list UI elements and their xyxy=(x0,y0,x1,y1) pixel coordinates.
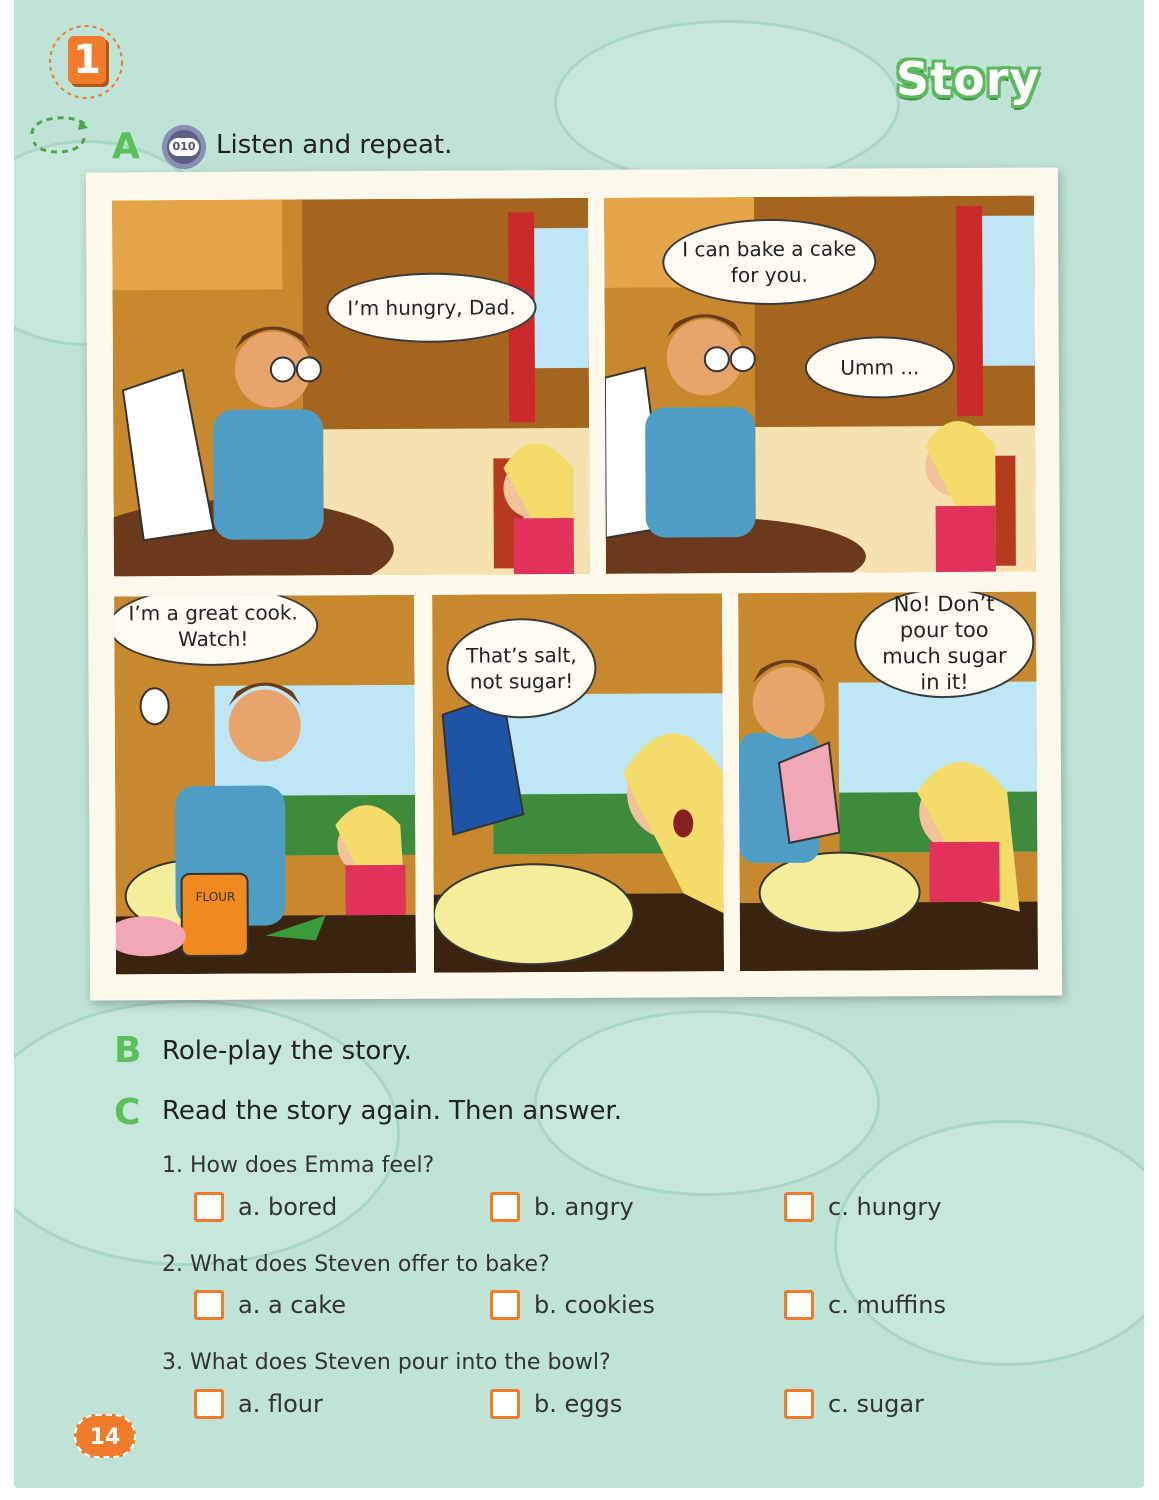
answer-option[interactable] xyxy=(490,1192,634,1222)
speech-bubble xyxy=(854,592,1035,699)
answer-option[interactable] xyxy=(194,1192,337,1222)
speech-text: I can bake a cake for you. xyxy=(682,236,857,288)
speech-text: That’s salt, not sugar! xyxy=(466,642,577,694)
audio-track-icon[interactable] xyxy=(162,125,206,169)
section-b-instruction: Role-play the story. xyxy=(162,1036,412,1066)
speech-text: I’m a great cook. Watch! xyxy=(128,600,298,652)
loop-arrow-icon xyxy=(24,106,104,160)
speech-text: Umm ... xyxy=(840,355,920,380)
unit-number: 1 xyxy=(68,36,106,84)
question-3: 3. What does Steven pour into the bowl? xyxy=(162,1350,611,1375)
answer-checkbox[interactable] xyxy=(490,1192,520,1222)
speech-text: I’m hungry, Dad. xyxy=(347,295,516,321)
section-c-instruction: Read the story again. Then answer. xyxy=(162,1096,623,1126)
answer-label: a. bored xyxy=(238,1193,338,1221)
answer-label: c. sugar xyxy=(828,1390,924,1418)
answer-label: b. cookies xyxy=(534,1291,655,1319)
section-b-letter: B xyxy=(114,1030,142,1071)
answer-checkbox[interactable] xyxy=(194,1389,224,1419)
unit-badge xyxy=(46,22,126,102)
question-2: 2. What does Steven offer to bake? xyxy=(162,1252,550,1277)
svg-text:FLOUR: FLOUR xyxy=(195,889,236,904)
speech-text: No! Don’t pour too much sugar in it! xyxy=(882,591,1007,695)
section-c-letter: C xyxy=(114,1092,141,1133)
answer-option[interactable] xyxy=(194,1290,346,1320)
answer-label: b. angry xyxy=(534,1193,634,1221)
comic-panel-1-illustration xyxy=(112,198,590,576)
comic-panel-1 xyxy=(112,198,590,576)
answer-option[interactable] xyxy=(784,1389,924,1419)
section-a-letter: A xyxy=(112,126,140,167)
answer-label: c. muffins xyxy=(828,1291,946,1319)
answer-checkbox[interactable] xyxy=(194,1192,224,1222)
answer-option[interactable] xyxy=(490,1389,622,1419)
speech-bubble xyxy=(446,618,597,719)
answer-option[interactable] xyxy=(784,1290,946,1320)
answer-checkbox[interactable] xyxy=(784,1290,814,1320)
answer-option[interactable] xyxy=(490,1290,655,1320)
answer-label: b. eggs xyxy=(534,1390,623,1418)
comic-strip xyxy=(86,167,1062,1000)
comic-panel-5 xyxy=(738,592,1038,972)
comic-panel-3 xyxy=(114,595,416,975)
answer-checkbox[interactable] xyxy=(490,1389,520,1419)
answer-label: c. hungry xyxy=(828,1193,942,1221)
comic-panel-4 xyxy=(432,593,724,973)
answer-checkbox[interactable] xyxy=(490,1290,520,1320)
answer-checkbox[interactable] xyxy=(784,1192,814,1222)
audio-track-number: 010 xyxy=(169,138,199,156)
answer-checkbox[interactable] xyxy=(784,1389,814,1419)
section-a-instruction: Listen and repeat. xyxy=(216,130,453,160)
section-title: Story xyxy=(896,52,1041,106)
question-1: 1. How does Emma feel? xyxy=(162,1153,435,1178)
answer-label: a. a cake xyxy=(238,1291,347,1319)
answer-option[interactable] xyxy=(194,1389,323,1419)
answer-option[interactable] xyxy=(784,1192,941,1222)
comic-panel-2 xyxy=(604,196,1036,574)
answer-checkbox[interactable] xyxy=(194,1290,224,1320)
page-number: 14 xyxy=(74,1414,136,1458)
answer-label: a. flour xyxy=(238,1390,323,1418)
